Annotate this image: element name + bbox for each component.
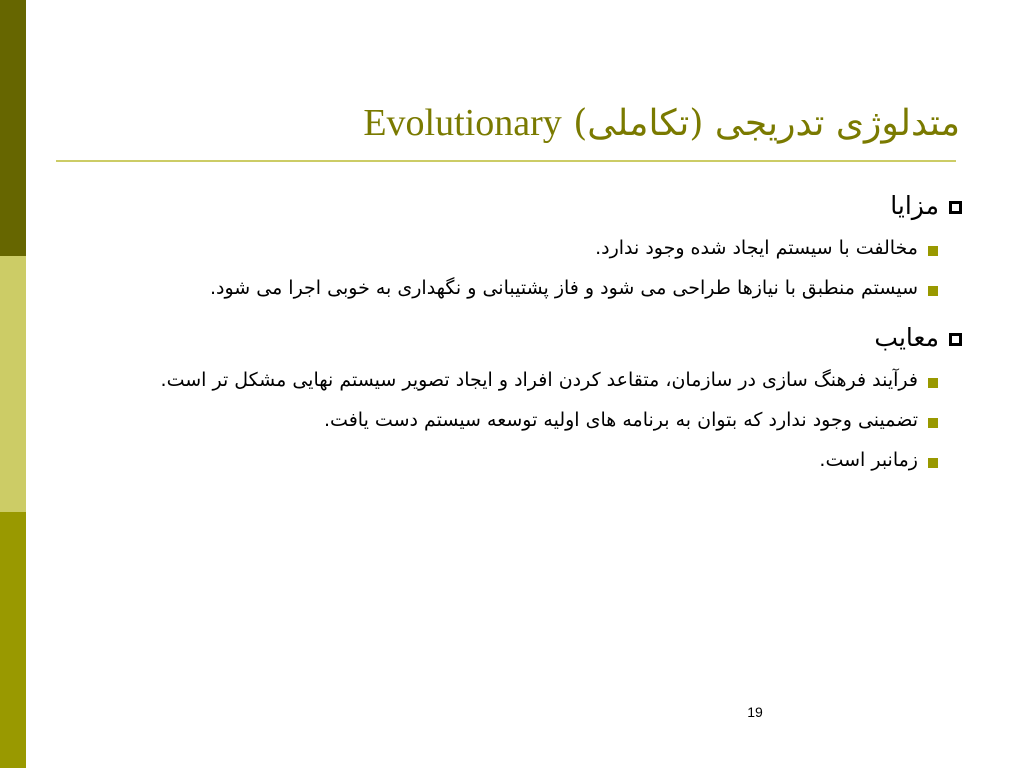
list-item-text: زمانبر است. bbox=[819, 449, 918, 471]
slide-content bbox=[56, 180, 964, 484]
section-label-advantages: مزایا bbox=[890, 191, 939, 220]
square-bullet-icon bbox=[928, 378, 938, 388]
square-bullet-icon bbox=[928, 418, 938, 428]
list-item-text: سیستم منطبق با نیازها طراحی می شود و فاز پشتیبانی و نگهداری به خوبی اجرا می شود. bbox=[209, 277, 918, 299]
list-item-text: تضمینی وجود ندارد که بتوان به برنامه های اولیه توسعه سیستم دست یافت. bbox=[324, 409, 918, 431]
list-item bbox=[56, 364, 938, 402]
square-bullet-icon bbox=[928, 246, 938, 256]
title-latin: Evolutionary bbox=[363, 102, 562, 144]
list-item bbox=[56, 404, 938, 442]
list-item-text: فرآیند فرهنگ سازی در سازمان، متقاعد کردن افراد و ایجاد تصویر سیستم نهایی مشکل تر است. bbox=[160, 369, 918, 391]
slide-title bbox=[60, 96, 960, 151]
title-persian: متدلوژی تدریجی (تکاملی) bbox=[573, 103, 960, 144]
side-bar-top bbox=[0, 0, 26, 256]
list-item bbox=[56, 232, 938, 270]
list-item-text: مخالفت با سیستم ایجاد شده وجود ندارد. bbox=[595, 237, 918, 259]
hollow-square-bullet-icon bbox=[949, 333, 962, 346]
square-bullet-icon bbox=[928, 286, 938, 296]
hollow-square-bullet-icon bbox=[949, 201, 962, 214]
list-item bbox=[56, 272, 938, 310]
title-divider bbox=[56, 160, 956, 162]
section-advantages bbox=[56, 180, 964, 232]
page-number: 19 bbox=[747, 704, 763, 720]
side-bar-bottom bbox=[0, 512, 26, 768]
list-item bbox=[56, 444, 938, 482]
square-bullet-icon bbox=[928, 458, 938, 468]
section-disadvantages bbox=[56, 312, 964, 364]
section-label-disadvantages: معایب bbox=[874, 323, 939, 352]
side-bar-middle bbox=[0, 256, 26, 512]
